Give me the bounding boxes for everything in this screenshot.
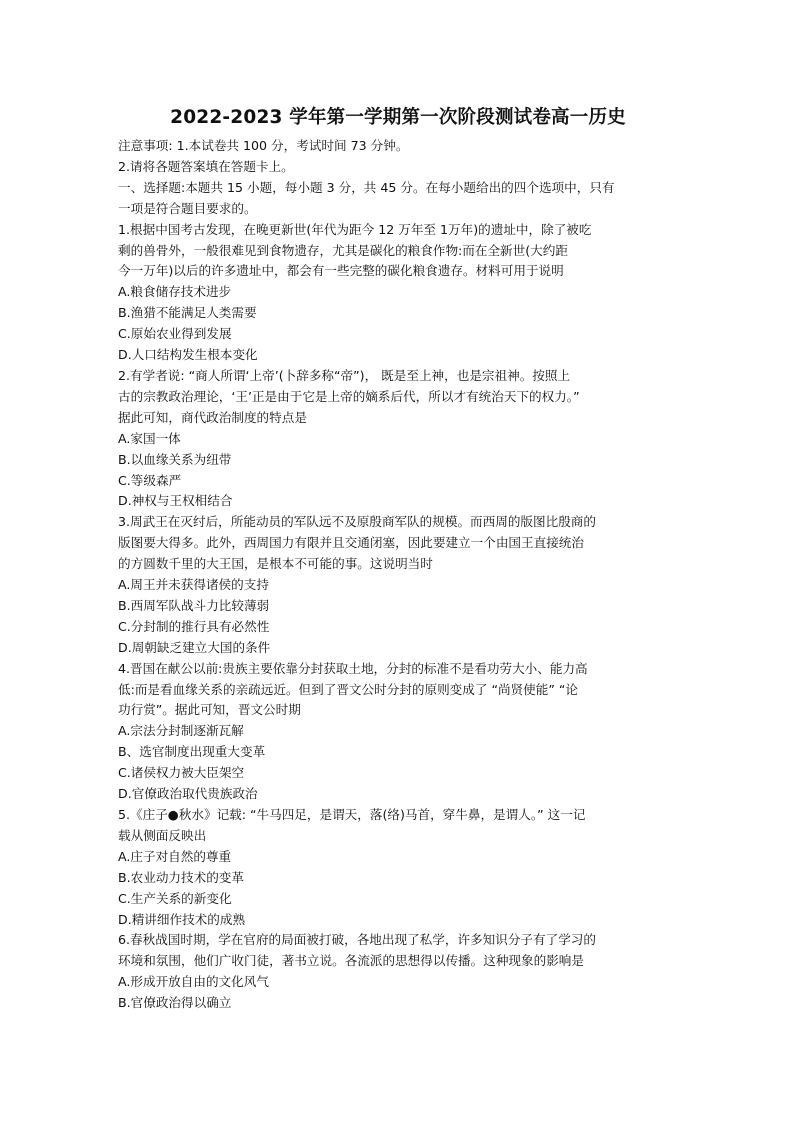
page-title: 2022-2023 学年第一学期第一次阶段测试卷高一历史 bbox=[170, 107, 626, 128]
option-c: C.分封制的推行具有必然性 bbox=[118, 618, 270, 634]
option-b: B.渔猎不能满足人类需要 bbox=[118, 305, 257, 321]
question-2 bbox=[118, 366, 678, 512]
question-stem: 今一万年)以后的许多遗址中，都会有一些完整的碳化粮食遗存。材料可用于说明 bbox=[118, 263, 564, 279]
question-stem: 3.周武王在灭纣后，所能动员的军队远不及原殷商军队的规模。而西周的版图比殷商的 bbox=[118, 514, 596, 530]
option-b: B.农业动力技术的变革 bbox=[118, 869, 244, 885]
question-stem: 2.有学者说: “商人所谓‘上帝’(卜辞多称“帝”)， 既是至上神，也是宗祖神。按照上 bbox=[118, 367, 571, 383]
section-line: 一项是符合题目要求的。 bbox=[118, 200, 257, 216]
option-a: A.周王并未获得诸侯的支持 bbox=[118, 577, 269, 593]
question-6 bbox=[118, 930, 678, 1014]
question-stem: 4.晋国在献公以前:贵族主要依靠分封获取土地，分封的标准不是看功劳大小、能力高 bbox=[118, 660, 588, 676]
question-3 bbox=[118, 512, 678, 658]
question-1 bbox=[118, 220, 678, 366]
question-stem: 环境和氛围，他们广收门徒，著书立说。各流派的思想得以传播。这种现象的影响是 bbox=[118, 953, 584, 969]
question-stem: 1.根据中国考古发现，在晚更新世(年代为距今 12 万年至 1万年)的遗址中，除了被吃 bbox=[118, 221, 592, 237]
question-5 bbox=[118, 805, 678, 930]
option-d: D.人口结构发生根本变化 bbox=[118, 347, 258, 363]
section-header bbox=[118, 178, 678, 220]
notes bbox=[118, 136, 678, 178]
question-stem: 据此可知，商代政治制度的特点是 bbox=[118, 409, 307, 425]
option-c: C.生产关系的新变化 bbox=[118, 890, 232, 906]
option-d: D.周朝缺乏建立大国的条件 bbox=[118, 639, 271, 655]
question-4 bbox=[118, 659, 678, 805]
option-a: A.庄子对自然的尊重 bbox=[118, 848, 232, 864]
section-line: 一、选择题:本题共 15 小题，每小题 3 分，共 45 分。在每小题给出的四个选项中，只有 bbox=[118, 179, 615, 195]
note-line: 注意事项: 1.本试卷共 100 分，考试时间 73 分钟。 bbox=[118, 138, 409, 153]
question-stem: 的方圆数千里的大王国，是根本不可能的事。这说明当时 bbox=[118, 556, 433, 572]
option-a: A.粮食储存技术进步 bbox=[118, 284, 232, 300]
question-stem: 低:而是看血缘关系的亲疏远近。但到了晋文公时分封的原则变成了 “尚贤使能” “论 bbox=[118, 681, 579, 697]
option-d: D.精讲细作技术的成熟 bbox=[118, 911, 246, 927]
option-a: A.家国一体 bbox=[118, 430, 181, 446]
option-b: B.官僚政治得以确立 bbox=[118, 995, 232, 1011]
question-stem: 版图要大得多。此外，西周国力有限并且交通闭塞，因此要建立一个由国王直接统治 bbox=[118, 535, 584, 551]
option-b: B、选官制度出现重大变革 bbox=[118, 744, 266, 760]
option-d: D.神权与王权相结合 bbox=[118, 493, 233, 509]
question-stem: 剩的兽骨外，一般很难见到食物遗存，尤其是碳化的粮食作物:而在全新世(大约距 bbox=[118, 242, 568, 258]
exam-paper bbox=[118, 104, 678, 1014]
question-stem: 6.春秋战国时期，学在官府的局面被打破，各地出现了私学，许多知识分子有了学习的 bbox=[118, 932, 596, 948]
option-c: C.等级森严 bbox=[118, 472, 182, 488]
option-d: D.官僚政治取代贵族政治 bbox=[118, 786, 258, 802]
option-b: B.以血缘关系为纽带 bbox=[118, 451, 232, 467]
note-line: 2.请将各题答案填在答题卡上。 bbox=[118, 158, 294, 174]
option-b: B.西周军队战斗力比较薄弱 bbox=[118, 597, 270, 613]
option-a: A.宗法分封制逐渐瓦解 bbox=[118, 723, 244, 739]
option-c: C.诸侯权力被大臣架空 bbox=[118, 765, 245, 781]
question-stem: 功行赏”。据此可知，晋文公时期 bbox=[118, 702, 301, 718]
option-c: C.原始农业得到发展 bbox=[118, 326, 232, 342]
option-a: A.形成开放自由的文化风气 bbox=[118, 974, 269, 990]
question-stem: 载从侧面反映出 bbox=[118, 827, 207, 843]
question-stem: 5.《庄子●秋水》记载: “牛马四足，是谓天，落(络)马首，穿牛鼻，是谓人。” 这一记 bbox=[118, 807, 586, 822]
question-stem: 古的宗教政治理论，‘王’正是由于它是上帝的嫡系后代，所以才有统治天下的权力。” bbox=[118, 388, 580, 404]
